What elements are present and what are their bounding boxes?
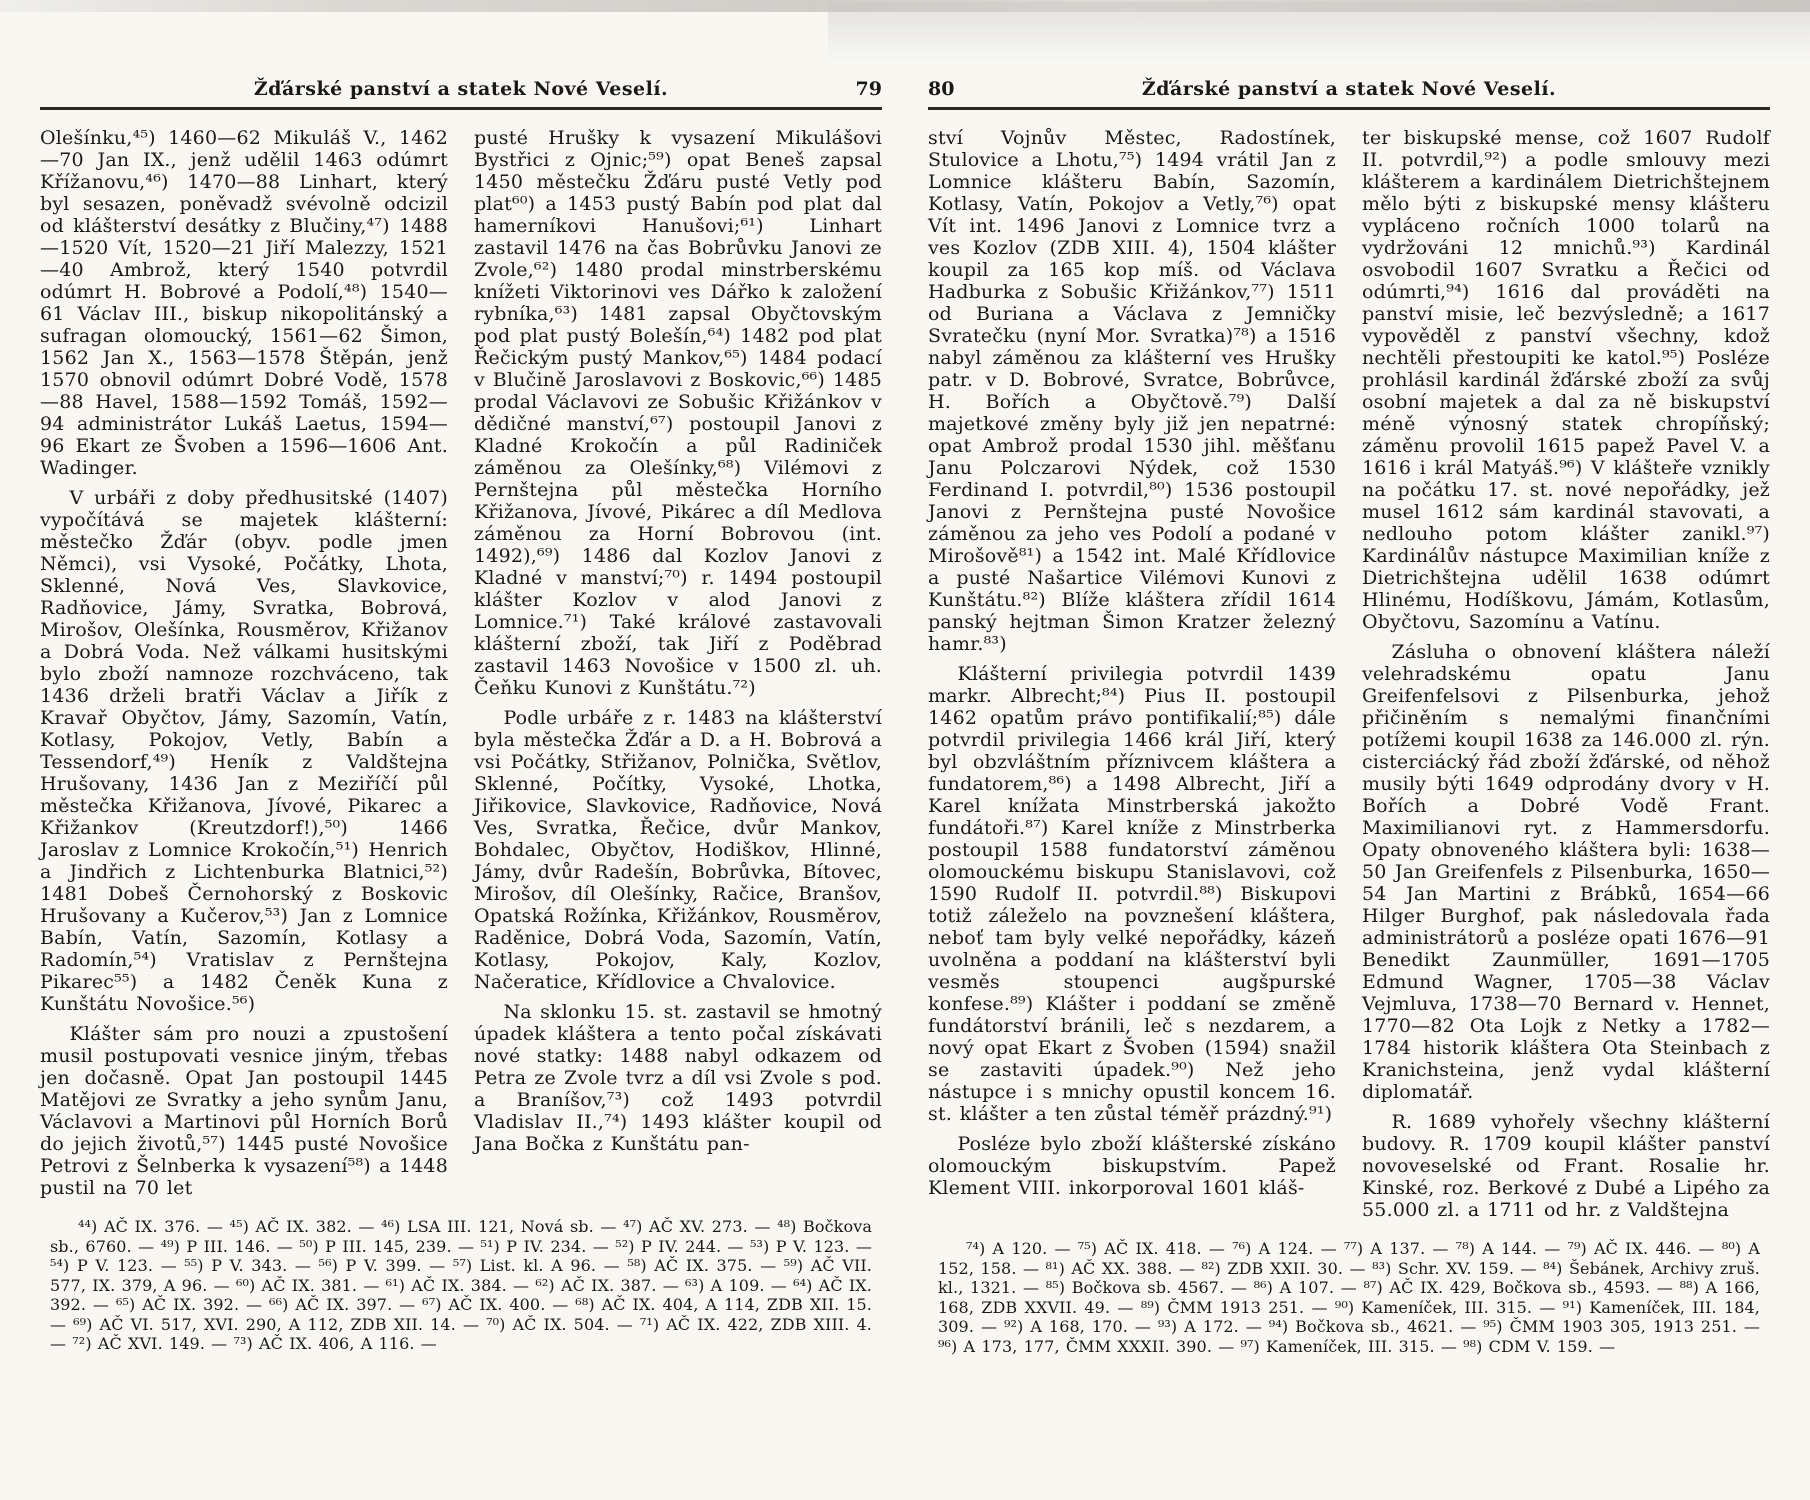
page-left-column-2	[474, 127, 882, 1199]
paragraph: R. 1689 vyhořely všechny klášterní budovy. R. 1709 koupil klášter panství novoveselské od Frant. Rosalie hr. Kinské, roz. Berkové z Dubé a Lipého za 55.000 zl. a 1711 od hr. z Valdštejna	[1362, 1111, 1770, 1221]
page-left-column-1	[40, 127, 448, 1199]
page-right	[928, 78, 1770, 1356]
header-rule-left	[40, 107, 882, 110]
paragraph: Klášter sám pro nouzi a zpustošení musil postupovati vesnice jiným, třebas jen dočasně. Opat Jan postoupil 1445 Matějovi ze Svratky a jeho synům Janu, Václavovi a Martinovi půl Horních Borů do jejich životů,⁵⁷) 1445 pusté Novošice Petrovi z Šelnberka k vysazení⁵⁸) a 1448 pustil na 70 let	[40, 1023, 448, 1199]
page-right-header	[928, 78, 1770, 100]
page-left-footnotes: ⁴⁴) AČ IX. 376. — ⁴⁵) AČ IX. 382. — ⁴⁶) LSA III. 121, Nová sb. — ⁴⁷) AČ XV. 273. — ⁴⁸) Bočkova sb., 6760. — ⁴⁹) P III. 146. — ⁵⁰) P III. 145, 239. — ⁵¹) P IV. 234. — ⁵²) P IV. 244. — ⁵³) P V. 123. — ⁵⁴) P V. 123. — ⁵⁵) P V. 343. — ⁵⁶) P V. 399. — ⁵⁷) List. kl. A 96. — ⁵⁸) AČ IX. 375. — ⁵⁹) AČ VII. 577, IX. 379, A 96. — ⁶⁰) AČ IX. 381. — ⁶¹) AČ IX. 384. — ⁶²) AČ IX. 387. — ⁶³) A 109. — ⁶⁴) AČ IX. 392. — ⁶⁵) AČ IX. 392. — ⁶⁶) AČ IX. 397. — ⁶⁷) AČ IX. 400. — ⁶⁸) AČ IX. 404, A 114, ZDB XII. 15. — ⁶⁹) AČ VI. 517, XVI. 290, A 112, ZDB XII. 14. — ⁷⁰) AČ IX. 504. — ⁷¹) AČ IX. 422, ZDB XIII. 4. — ⁷²) AČ XVI. 149. — ⁷³) AČ IX. 406, A 116. —	[50, 1217, 872, 1353]
running-title-left: Žďárské panství a statek Nové Veselí.	[253, 78, 669, 100]
paragraph: V urbáři z doby předhusitské (1407) vypočítává se majetek klášterní: městečko Žďár (obyv. podle jmen Němci), vsi Vysoké, Počátky, Lhota, Sklenné, Nová Ves, Slavkovice, Radňovice, Jámy, Svratka, Bobrová, Mirošov, Olešínka, Rousměrov, Křižanov a Dobrá Voda. Než válkami husitskými bylo zboží namnoze rozchváceno, tak 1436 drželi bratři Václav a Jiřík z Kravař Obyčtov, Jámy, Sazomín, Vatín, Kotlasy, Pokojov, Vetly, Babín a Tessendorf,⁴⁹) Heník z Valdštejna Hrušovany, 1436 Jan z Meziříčí půl městečka Křižanova, Jívové, Pikarec a Křižankov (Kreutzdorf!),⁵⁰) 1466 Jaroslav z Lomnice Krokočín,⁵¹) Henrich a Jindřich z Lichtenburka Blatnici,⁵²) 1481 Dobeš Černohorský z Boskovic Hrušovany a Kučerov,⁵³) Jan z Lomnice Babín, Vatín, Sazomín, Kotlasy a Radomín,⁵⁴) Vratislav z Pernštejna Pikarec⁵⁵) a 1482 Čeněk Kuna z Kunštátu Novošice.⁵⁶)	[40, 487, 448, 1015]
paragraph: Zásluha o obnovení kláštera náleží velehradskému opatu Janu Greifenfelsovi z Pilsenburka, jehož přičiněním s nemalými finančními potížemi koupil 1638 za 146.000 zl. rýn. cisterciácký řád zboží žďárské, od něhož musily býti 1649 odprodány dvory v H. Bořích a Dobré Vodě Frant. Maximilianovi ryt. z Hammersdorfu. Opaty obnoveného kláštera byli: 1638—50 Jan Greifenfels z Pilsenburka, 1650—54 Jan Martini z Brábků, 1654—66 Hilger Burghof, pak následovala řada administrátorů a posléze opati 1676—91 Benedikt Zaunmüller, 1691—1705 Edmund Wagner, 1705—38 Václav Vejmluva, 1738—70 Bernard v. Hennet, 1770—82 Ota Lojk z Netky a 1782—1784 historik kláštera Ota Steinbach z Kranichsteina, jenž vydal klášterní diplomatář.	[1362, 641, 1770, 1103]
scan-smudge-artifact	[828, 2, 1810, 62]
page-right-column-1	[928, 127, 1336, 1221]
page-left-header	[40, 78, 882, 100]
page-left-columns	[40, 127, 882, 1199]
paragraph: Na sklonku 15. st. zastavil se hmotný úpadek kláštera a tento počal získávati nové statky: 1488 nabyl odkazem od Petra ze Zvole tvrz a díl vsi Zvole s pod. a Braníšov,⁷³) což 1493 potvrdil Vladislav II.,⁷⁴) 1493 klášter koupil od Jana Bočka z Kunštátu pan-	[474, 1001, 882, 1155]
page-number-right: 80	[928, 78, 955, 100]
page-right-footnotes: ⁷⁴) A 120. — ⁷⁵) AČ IX. 418. — ⁷⁶) A 124. — ⁷⁷) A 137. — ⁷⁸) A 144. — ⁷⁹) AČ IX. 446. — ⁸⁰) A 152, 158. — ⁸¹) AČ XX. 388. — ⁸²) ZDB XXII. 30. — ⁸³) Schr. XV. 159. — ⁸⁴) Šebánek, Archivy zruš. kl., 1321. — ⁸⁵) Bočkova sb. 4567. — ⁸⁶) A 107. — ⁸⁷) AČ IX. 429, Bočkova sb., 4593. — ⁸⁸) A 166, 168, ZDB XXVII. 49. — ⁸⁹) ČMM 1913 251. — ⁹⁰) Kameníček, III. 315. — ⁹¹) Kameníček, III. 184, 309. — ⁹²) A 168, 170. — ⁹³) A 172. — ⁹⁴) Bočkova sb., 4621. — ⁹⁵) ČMM 1903 305, 1913 251. — ⁹⁶) A 173, 177, ČMM XXXII. 390. — ⁹⁷) Kameníček, III. 315. — ⁹⁸) CDM V. 159. —	[938, 1239, 1760, 1356]
page-right-column-2	[1362, 127, 1770, 1221]
paragraph: Olešínku,⁴⁵) 1460—62 Mikuláš V., 1462—70 Jan IX., jenž udělil 1463 odúmrt Křížanovu,⁴⁶) 1470—88 Linhart, který byl sesazen, poněvadž svévolně odcizil od klášterství desátky z Blučiny,⁴⁷) 1488—1520 Vít, 1520—21 Jiří Malezzy, 1521—40 Ambrož, který 1540 potvrdil odúmrt H. Bobrové a Podolí,⁴⁸) 1540—61 Václav III., biskup nikopolitánský a sufragan olomoucký, 1561—62 Šimon, 1562 Jan X., 1563—1578 Štěpán, jenž 1570 obnovil odúmrt Dobré Vodě, 1578—88 Havel, 1588—1592 Tomáš, 1592—94 administrátor Lukáš Laetus, 1594—96 Ekart ze Švoben a 1596—1606 Ant. Wadinger.	[40, 127, 448, 479]
header-rule-right	[928, 107, 1770, 110]
paragraph: ter biskupské mense, což 1607 Rudolf II. potvrdil,⁹²) a podle smlouvy mezi klášterem a kardinálem Dietrichštejnem mělo býti z biskupské mensy klášteru vypláceno ročních 1000 tolarů na vydržováni 12 mnichů.⁹³) Kardinál osvobodil 1607 Svratku a Řečici od odúmrti,⁹⁴) 1616 dal prováděti na panství misie, leč bezvýsledně; a 1617 vypověděl z panství všechny, kdož nechtěli přestoupiti ke katol.⁹⁵) Posléze prohlásil kardinál žďárské zboží za svůj osobní majetek a dal za ně biskupství méně výnosný statek chropíňský; záměnu provolil 1615 papež Pavel V. a 1616 i král Matyáš.⁹⁶) V klášteře vznikly na počátku 17. st. nové nepořádky, jež musel 1612 sám kardinál stavovati, a nedlouho potom klášter zanikl.⁹⁷) Kardinálův nástupce Maximilian kníže z Dietrichštejna udělil 1638 odúmrt Hlinému, Hodíškovu, Jámám, Kotlasům, Obyčtovu, Sazomínu a Vatínu.	[1362, 127, 1770, 633]
paragraph: Klášterní privilegia potvrdil 1439 markr. Albrecht;⁸⁴) Pius II. postoupil 1462 opatům právo pontifikalií;⁸⁵) dále potvrdil privilegia 1466 král Jiří, který byl obzvláštním příznivcem kláštera a fundatorem,⁸⁶) a 1498 Albrecht, Jiří a Karel knížata Minstrberská jakožto fundátoři.⁸⁷) Karel kníže z Minstrberka postoupil 1588 fundatorství záměnou olomouckému biskupu Stanislavovi, což 1590 Rudolf II. potvrdil.⁸⁸) Biskupovi totiž záleželo na povznešení kláštera, neboť tam byly velké nepořádky, kázeň uvolněna a poddaní na klášterství byli vesměs stoupenci augšpurské konfese.⁸⁹) Klášter i poddaní se změně fundátorství bránili, leč s nezdarem, a nový opat Ekart z Švoben (1594) snažil se zastaviti úpadek.⁹⁰) Než jeho nástupce i s mnichy opustil koncem 16. st. klášter a ten zůstal téměř prázdný.⁹¹)	[928, 663, 1336, 1125]
paragraph: Podle urbáře z r. 1483 na klášterství byla městečka Žďár a D. a H. Bobrová a vsi Počátky, Střižanov, Polnička, Světlov, Sklenné, Počítky, Vysoké, Lhotka, Jiřikovice, Slavkovice, Radňovice, Nová Ves, Svratka, Řečice, dvůr Mankov, Bohdalec, Obyčtov, Hodiškov, Hlinné, Jámy, dvůr Radešín, Bobrůvka, Bítovec, Mirošov, díl Olešínky, Račice, Branšov, Opatská Rožínka, Křižánkov, Rousměrov, Raděnice, Dobrá Voda, Sazomín, Vatín, Kotlasy, Pokojov, Kaly, Kozlov, Načeratice, Křídlovice a Chvalovice.	[474, 707, 882, 993]
page-left	[40, 78, 882, 1354]
paragraph: ství Vojnův Městec, Radostínek, Stulovice a Lhotu,⁷⁵) 1494 vrátil Jan z Lomnice klášteru Babín, Sazomín, Kotlasy, Vatín, Pokojov a Vetly,⁷⁶) opat Vít int. 1496 Janovi z Lomnice tvrz a ves Kozlov (ZDB XIII. 4), 1504 klášter koupil za 165 kop míš. od Václava Hadburka z Sobušic Křižánkov,⁷⁷) 1511 od Buriana a Václava z Jemničky Svratečku (nyní Mor. Svratka)⁷⁸) a 1516 nabyl záměnou za klášterní ves Hrušky patr. v D. Bobrové, Svratce, Bobrůvce, H. Bořích a Obyčtově.⁷⁹) Další majetkové změny byly již jen nepatrné: opat Ambrož prodal 1530 jihl. měšťanu Janu Polczarovi Nýdek, což 1530 Ferdinand I. potvrdil,⁸⁰) 1536 postoupil Janovi z Pernštejna pusté Novošice záměnou za jeho ves Podolí a podané v Mirošově⁸¹) a 1542 int. Malé Křídlovice a pusté Našartice Vilémovi Kunovi z Kunštátu.⁸²) Blíže kláštera zřídil 1614 panský hejtman Šimon Kratzer železný hamr.⁸³)	[928, 127, 1336, 655]
paragraph: pusté Hrušky k vysazení Mikulášovi Bystřici z Ojnic;⁵⁹) opat Beneš zapsal 1450 městečku Žďáru pusté Vetly pod plat⁶⁰) a 1453 pustý Babín pod plat dal hamerníkovi Hanušovi;⁶¹) Linhart zastavil 1476 na čas Bobrůvku Janovi ze Zvole,⁶²) 1480 prodal minstrberskému knížeti Viktorinovi ves Dářko k založení rybníka,⁶³) 1481 zapsal Obyčtovským pod plat pustý Bolešín,⁶⁴) 1482 pod plat Řečickým pustý Mankov,⁶⁵) 1484 podací v Blučině Jaroslavovi z Boskovic,⁶⁶) 1485 prodal Václavovi ze Sobušic Křižánkov v dědičné manství,⁶⁷) postoupil Janovi z Kladné Krokočín a půl Radiniček záměnou za Olešínky,⁶⁸) Vilémovi z Pernštejna půl městečka Horního Křižanova, Jívové, Pikárec a díl Medlova záměnou za Horní Bobrovou (int. 1492),⁶⁹) 1486 dal Kozlov Janovi z Kladné v manství;⁷⁰) r. 1494 postoupil klášter Kozlov v alod Janovi z Lomnice.⁷¹) Také králové zastavovali klášterní zboží, tak Jiří z Poděbrad zastavil 1463 Novošice v 1500 zl. uh. Čeňku Kunovi z Kunštátu.⁷²)	[474, 127, 882, 699]
page-right-columns	[928, 127, 1770, 1221]
page-number-left: 79	[855, 78, 882, 100]
paragraph: Posléze bylo zboží klášterské získáno olomouckým biskupstvím. Papež Klement VIII. inkorporoval 1601 kláš-	[928, 1133, 1336, 1199]
running-title-right: Žďárské panství a statek Nové Veselí.	[1141, 78, 1557, 100]
